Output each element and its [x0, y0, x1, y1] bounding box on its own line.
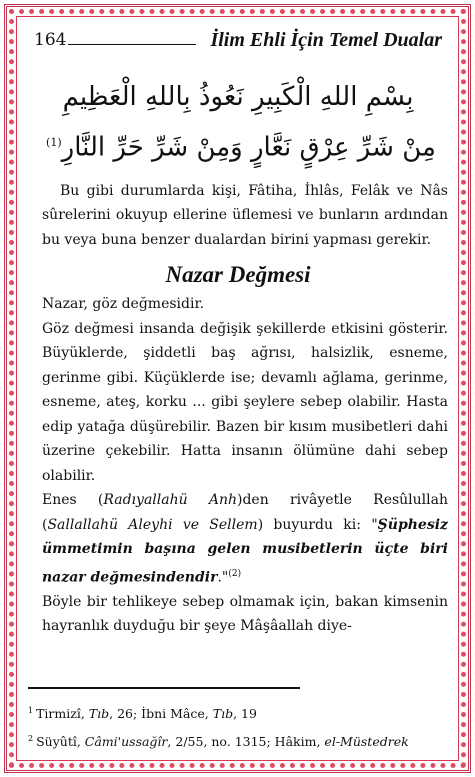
footnote-text: Süyûtî,: [36, 734, 85, 750]
footnote-separator: [28, 687, 300, 689]
hadith-honorific-1: Radıyallahü Anh: [103, 492, 237, 509]
footnotes: [28, 698, 448, 754]
footnote-ref-2: (2): [228, 568, 242, 579]
footnote-work: Tıb: [88, 706, 110, 722]
footnote-work: Tıb: [212, 706, 234, 722]
hadith-text-4: .": [217, 569, 229, 586]
footnote-number: 2: [28, 734, 34, 744]
page-header: [28, 28, 448, 58]
section-heading: Nazar Değmesi: [165, 262, 311, 288]
page-number: 164: [34, 30, 67, 50]
effects-paragraph: Göz değmesi insanda değişik şekillerde etkisini gösterir. Büyüklerde, şiddetli baş ağrısı, halsizlik, esneme, gerinme gibi. Küçüklerde ise; devamlı ağlama, gerinme, esneme, ateş, korku ... gibi şeylere sebep olabilir. Hasta edip yatağa düşürebilir. Bazen bir kısım musibetleri dahi üzerine çekebilir. Hatta insanın ölümüne dahi sebep olabilir.: [42, 320, 448, 484]
running-title: İlim Ehli İçin Temel Dualar: [210, 29, 442, 51]
footnote-text: , 26; İbni Mâce,: [109, 706, 213, 722]
footnote-1: [28, 698, 448, 726]
header-rule: [68, 44, 196, 45]
hadith-paragraph: [42, 488, 448, 590]
footnote-work: el-Müstedrek: [324, 734, 409, 750]
footnote-text: , 2/55, no. 1315; Hâkim,: [167, 734, 325, 750]
footnote-work: Câmi'ussağîr: [84, 734, 168, 750]
arabic-prayer-line-1: بِسْمِ اللهِ الْكَبِيرِ نَعُوذُ بِاللهِ الْعَظِيمِ: [62, 82, 414, 112]
intro-paragraph: Bu gibi durumlarda kişi, Fâtiha, İhlâs, Felâk ve Nâs sûrelerini okuyup ellerine üflemesi ve bunların ardından bu veya buna benzer dualardan birini yapması gerekir.: [42, 182, 448, 248]
arabic-prayer-line-2: [28, 122, 448, 169]
closing-paragraph: Böyle bir tehlikeye sebep olmamak için, bakan kimsenin hayranlık duyduğu bir şeye Mâşâallah diye-: [42, 593, 448, 635]
arabic-prayer-line-2-text: مِنْ شَرِّ عِرْقٍ نَعَّارٍ وَمِنْ شَرِّ حَرِّ النَّارِ: [61, 132, 436, 163]
footnote-number: 1: [28, 706, 34, 715]
footnote-text: , 19: [233, 706, 257, 722]
hadith-text-3: ) buyurdu ki: ": [257, 516, 378, 533]
hadith-text-1: Enes (: [42, 492, 104, 509]
hadith-honorific-2: Sallallahü Aleyhi ve Sellem: [47, 516, 258, 533]
hadith-quote: Şüphesiz ümmetimin başına gelen musibetlerin üçte biri nazar değmesindendir: [42, 516, 448, 586]
definition-paragraph: Nazar, göz değmesidir.: [42, 296, 205, 313]
footnote-ref-1: (1): [46, 136, 62, 149]
footnote-text: Tirmizî,: [36, 706, 89, 722]
footnote-2: [28, 726, 448, 754]
page-content: [28, 28, 448, 639]
hadith-text-2: )den rivâyetle Resûlullah (: [42, 492, 448, 533]
